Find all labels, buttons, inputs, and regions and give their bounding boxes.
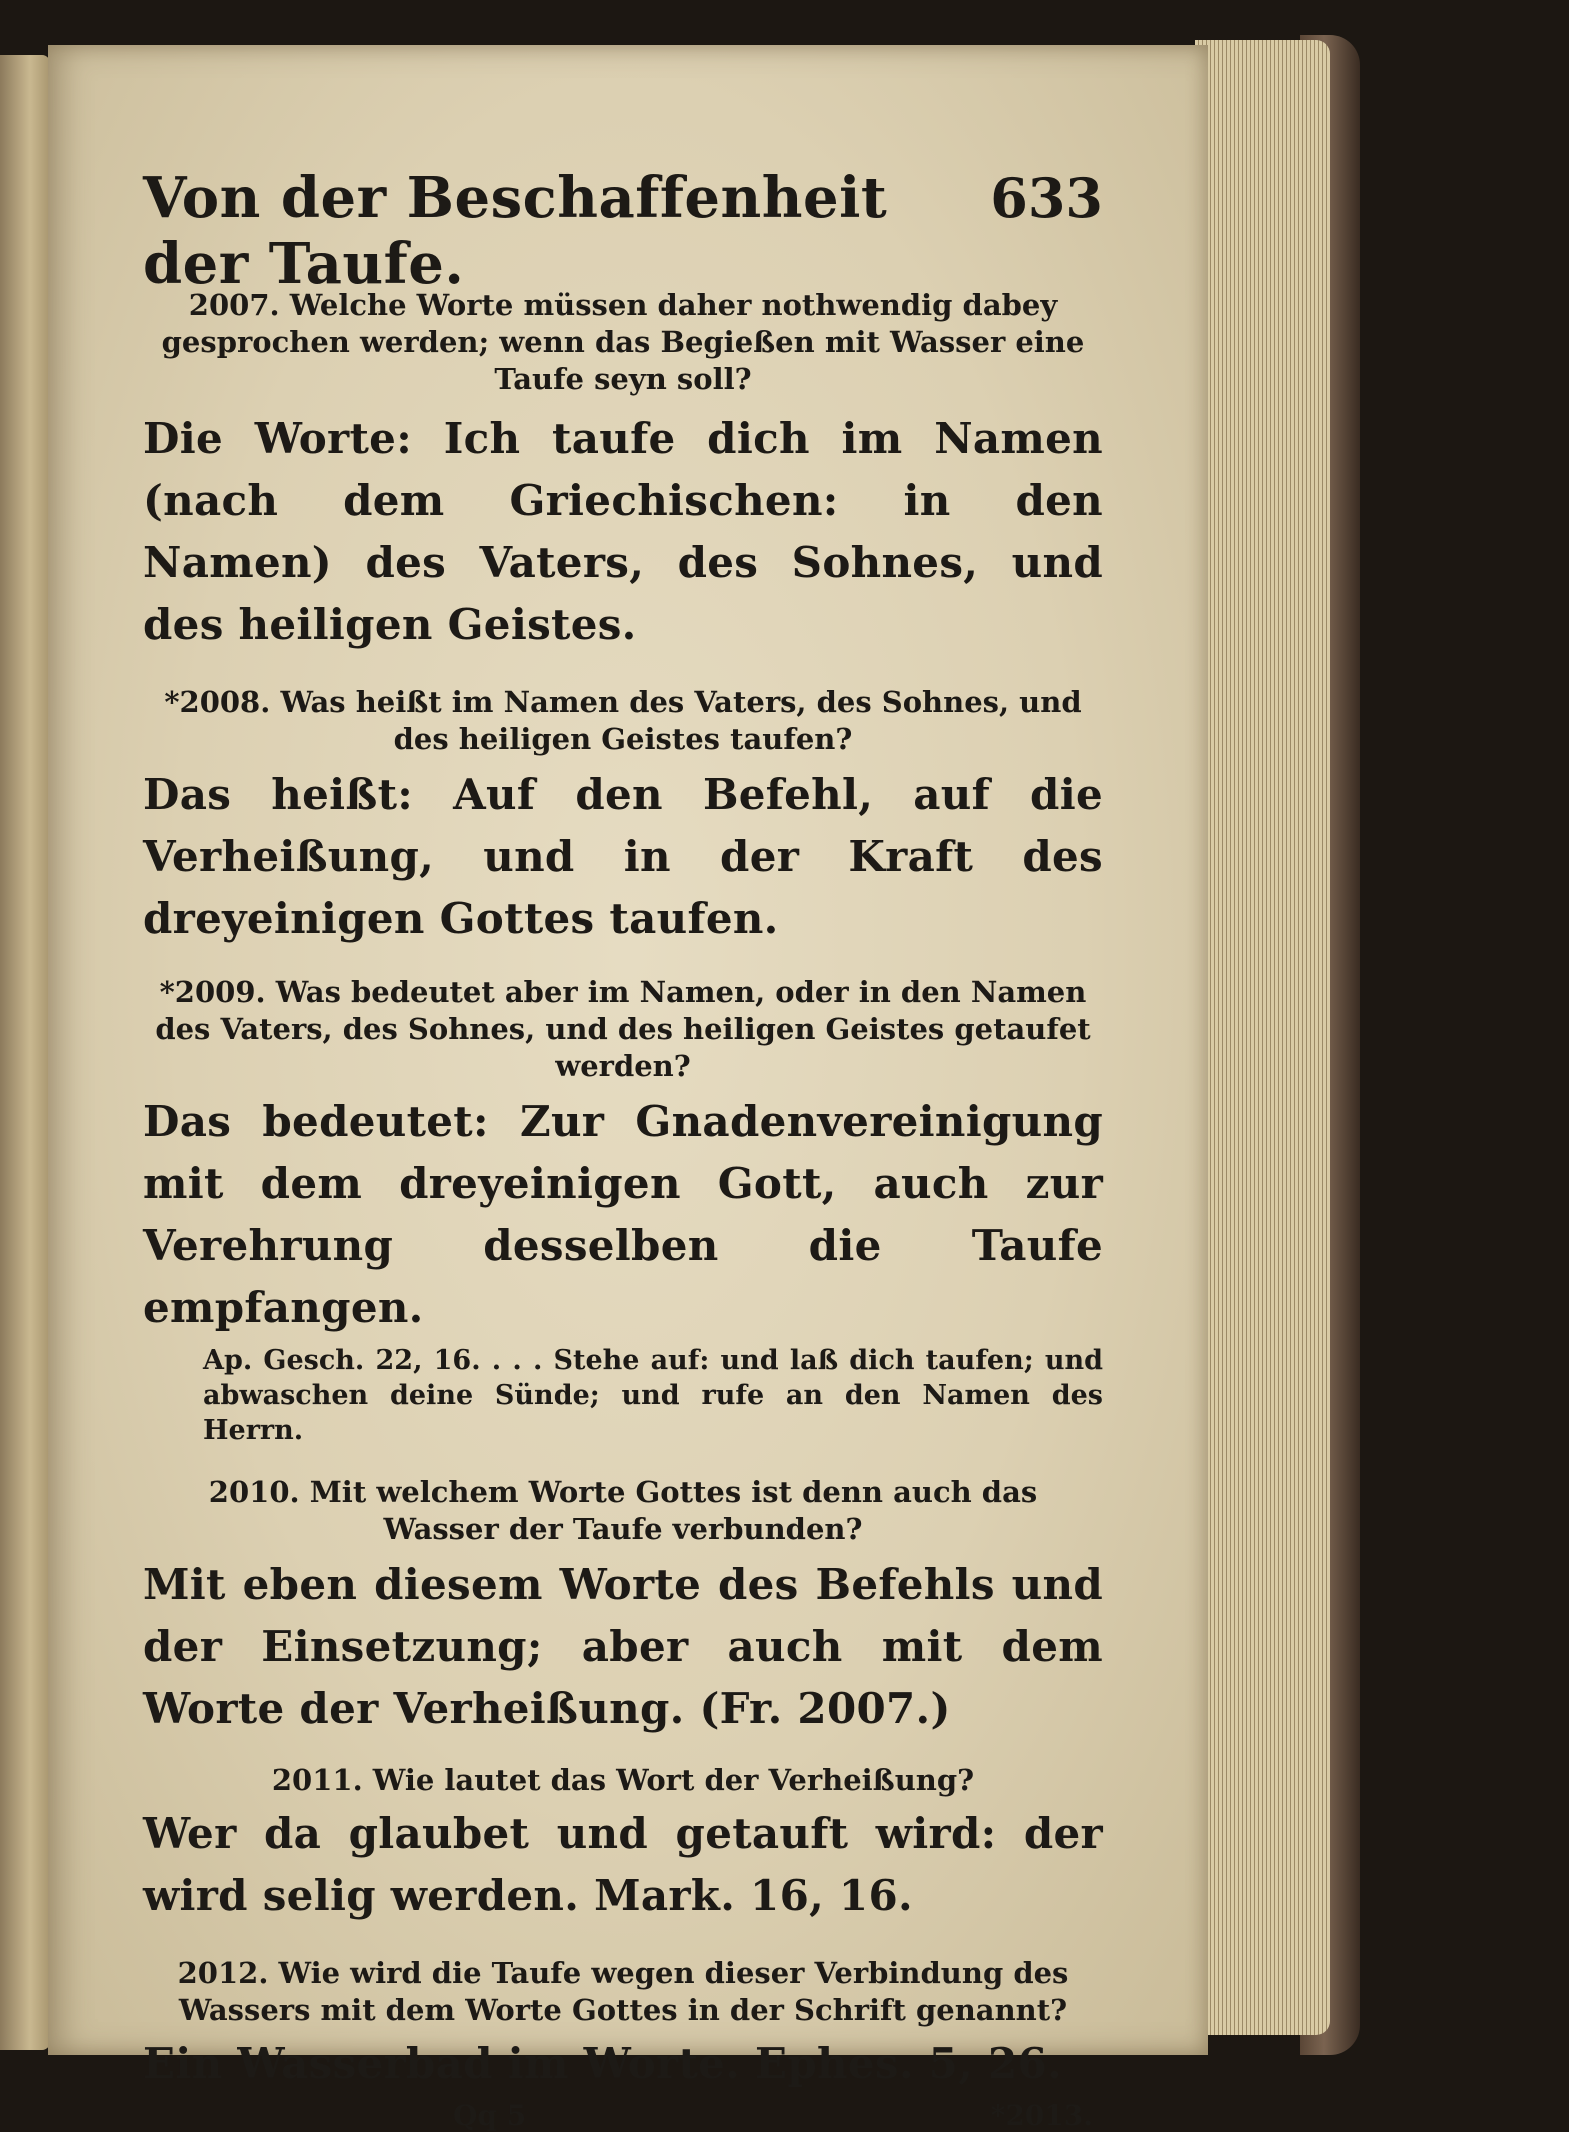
answer: Ein Wasserbad im Worte. Ephes. 5, 26. [143, 2039, 1063, 2088]
question [143, 287, 1103, 398]
page-edges [1195, 40, 1330, 2035]
page-footer [143, 2099, 1103, 2132]
question-number: *2008. [164, 685, 271, 719]
answer: Das heißt: Auf den Befehl, auf die Verheißung, und in der Kraft des dreyeinigen Gottes taufen. [143, 770, 1103, 943]
running-head [143, 165, 1103, 297]
catechism-entry [143, 1955, 1103, 2095]
question-number: 2012. [177, 1956, 269, 1990]
question-text: Welche Worte müssen daher nothwendig dabey gesprochen werden; wenn das Begießen mit Wasser eine Taufe seyn soll? [161, 288, 1085, 396]
answer: Das bedeutet: Zur Gnadenvereinigung mit dem dreyeinigen Gott, auch zur Verehrung desselben die Taufe empfangen. [143, 1097, 1103, 1332]
catechism-entry [143, 1474, 1103, 1740]
page-content [143, 165, 1103, 2132]
catchword: *2013. [990, 2099, 1093, 2132]
answer: Wer da glaubet und getauft wird: der wird selig werden. Mark. 16, 16. [143, 1809, 1103, 1920]
left-page-edge [0, 55, 50, 2050]
answer: Die Worte: Ich taufe dich im Namen (nach dem Griechischen: in den Namen) des Vaters, des Sohnes, und des heiligen Geistes. [143, 414, 1103, 649]
book-page [48, 45, 1208, 2132]
question-text: Wie lautet das Wort der Verheißung? [372, 1763, 975, 1797]
question-number: 2010. [208, 1475, 300, 1509]
catechism-entry [143, 287, 1103, 656]
catechism-entry [143, 974, 1103, 1448]
signature-mark: Qq 5 [453, 2099, 527, 2132]
header-title: Von der Beschaffenheit der Taufe. [143, 165, 888, 297]
page-number: 633 [990, 166, 1103, 230]
scripture-reference: Ap. Gesch. 22, 16. . . . Stehe auf: und laß dich taufen; und abwaschen deine Sünde; und rufe an den Namen des Herrn. [203, 1345, 1103, 1446]
question [143, 974, 1103, 1085]
question [143, 1762, 1103, 1799]
question [143, 1474, 1103, 1548]
question-number: *2009. [159, 975, 266, 1009]
question-number: 2007. [188, 288, 280, 322]
question-text: Mit welchem Worte Gottes ist denn auch das Wasser der Taufe verbunden? [309, 1475, 1038, 1546]
question [143, 1955, 1103, 2029]
answer: Mit eben diesem Worte des Befehls und der Einsetzung; aber auch mit dem Worte der Verheißung. (Fr. 2007.) [143, 1560, 1103, 1733]
catechism-entry [143, 1762, 1103, 1927]
question [143, 684, 1103, 758]
question-text: Was bedeutet aber im Namen, oder in den Namen des Vaters, des Sohnes, und des heiligen Geistes getaufet werden? [155, 975, 1091, 1083]
question-text: Was heißt im Namen des Vaters, des Sohnes, und des heiligen Geistes taufen? [280, 685, 1082, 756]
question-number: 2011. [271, 1763, 363, 1797]
question-text: Wie wird die Taufe wegen dieser Verbindung des Wassers mit dem Worte Gottes in der Schrift genannt? [178, 1956, 1069, 2027]
catechism-entry [143, 684, 1103, 950]
